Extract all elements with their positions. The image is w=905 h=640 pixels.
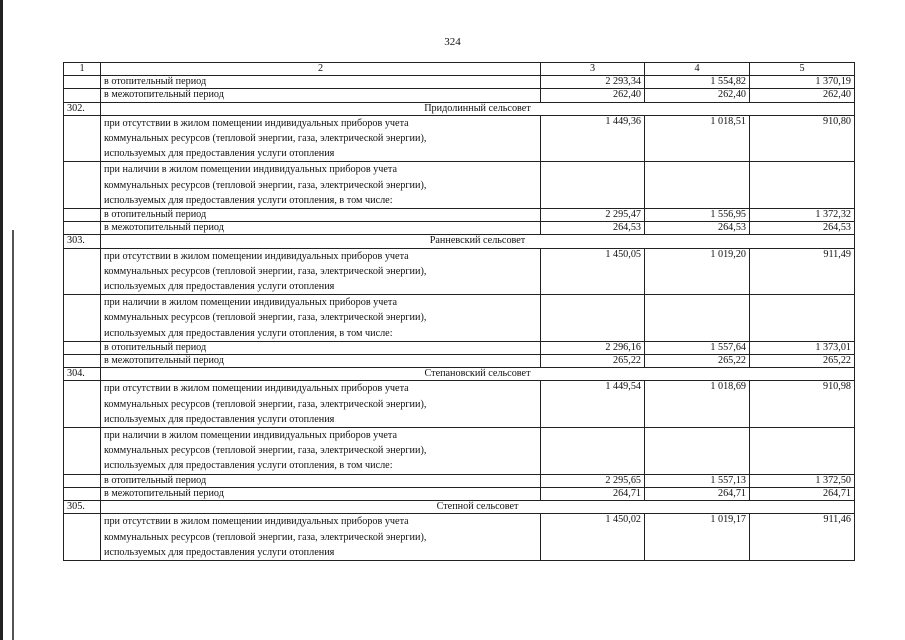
row-label: в отопительный период [101, 341, 541, 354]
row-description [101, 514, 541, 561]
value-col-4 [645, 162, 750, 209]
value-col-4: 1 018,69 [645, 381, 750, 428]
header-cell-2: 2 [101, 63, 541, 76]
scan-edge [0, 0, 3, 640]
row-label: в межотопительный период [101, 487, 541, 500]
description-row [64, 381, 855, 428]
description-line: при отсутствии в жилом помещении индивидуальных приборов учета [104, 516, 409, 528]
description-line: коммунальных ресурсов (тепловой энергии, газа, электрической энергии), [104, 445, 427, 457]
description-row [64, 514, 855, 561]
value-col-3: 1 449,36 [541, 115, 645, 162]
value-col-4 [645, 428, 750, 475]
value-col-3: 262,40 [541, 89, 645, 102]
value-col-3: 264,71 [541, 487, 645, 500]
description-line: коммунальных ресурсов (тепловой энергии, газа, электрической энергии), [104, 398, 427, 410]
section-number: 302. [64, 102, 101, 115]
value-col-5: 910,98 [750, 381, 855, 428]
description-line: при наличии в жилом помещении индивидуальных приборов учета [104, 297, 398, 309]
row-number-cell [64, 222, 101, 235]
value-col-3: 1 450,02 [541, 514, 645, 561]
description-line: при отсутствии в жилом помещении индивидуальных приборов учета [104, 117, 409, 129]
section-row [64, 235, 855, 248]
value-col-4: 1 557,64 [645, 341, 750, 354]
period-row [64, 355, 855, 368]
value-col-3: 265,22 [541, 355, 645, 368]
value-col-3 [541, 295, 645, 342]
header-cell-3: 3 [541, 63, 645, 76]
description-line: используемых для предоставления услуги отопления [104, 413, 335, 425]
row-number-cell [64, 381, 101, 428]
table-header-row [64, 63, 855, 76]
description-line: при наличии в жилом помещении индивидуальных приборов учета [104, 164, 398, 176]
value-col-4: 1 557,13 [645, 474, 750, 487]
value-col-5: 911,49 [750, 248, 855, 295]
description-line: используемых для предоставления услуги отопления, в том числе: [104, 194, 393, 206]
row-number-cell [64, 76, 101, 89]
value-col-3 [541, 428, 645, 475]
period-row [64, 341, 855, 354]
row-label: в межотопительный период [101, 89, 541, 102]
description-line: коммунальных ресурсов (тепловой энергии, газа, электрической энергии), [104, 265, 427, 277]
description-row [64, 248, 855, 295]
description-line: коммунальных ресурсов (тепловой энергии, газа, электрической энергии), [104, 179, 427, 191]
section-number: 303. [64, 235, 101, 248]
value-col-3: 1 450,05 [541, 248, 645, 295]
period-row [64, 222, 855, 235]
description-row [64, 115, 855, 162]
section-row [64, 102, 855, 115]
value-col-4: 1 019,17 [645, 514, 750, 561]
description-row [64, 295, 855, 342]
tariff-table-body [64, 63, 855, 561]
value-col-4: 264,53 [645, 222, 750, 235]
row-number-cell [64, 355, 101, 368]
row-number-cell [64, 89, 101, 102]
section-name: Степной сельсовет [101, 501, 855, 514]
section-number: 305. [64, 501, 101, 514]
value-col-3: 2 295,65 [541, 474, 645, 487]
row-number-cell [64, 162, 101, 209]
value-col-5: 262,40 [750, 89, 855, 102]
value-col-3: 2 295,47 [541, 209, 645, 222]
period-row [64, 89, 855, 102]
value-col-5: 910,80 [750, 115, 855, 162]
section-number: 304. [64, 368, 101, 381]
value-col-3: 2 296,16 [541, 341, 645, 354]
row-number-cell [64, 474, 101, 487]
value-col-5: 264,53 [750, 222, 855, 235]
row-number-cell [64, 248, 101, 295]
row-label: в межотопительный период [101, 222, 541, 235]
value-col-4: 265,22 [645, 355, 750, 368]
row-number-cell [64, 341, 101, 354]
value-col-4: 1 554,82 [645, 76, 750, 89]
period-row [64, 76, 855, 89]
description-line: при отсутствии в жилом помещении индивидуальных приборов учета [104, 250, 409, 262]
row-description [101, 248, 541, 295]
description-line: используемых для предоставления услуги отопления, в том числе: [104, 327, 393, 339]
section-name: Степановский сельсовет [101, 368, 855, 381]
value-col-5: 1 370,19 [750, 76, 855, 89]
description-line: при отсутствии в жилом помещении индивидуальных приборов учета [104, 383, 409, 395]
value-col-4: 262,40 [645, 89, 750, 102]
header-cell-4: 4 [645, 63, 750, 76]
value-col-4: 1 019,20 [645, 248, 750, 295]
section-row [64, 368, 855, 381]
header-cell-1: 1 [64, 63, 101, 76]
section-name: Придолинный сельсовет [101, 102, 855, 115]
header-cell-5: 5 [750, 63, 855, 76]
section-name: Ранневский сельсовет [101, 235, 855, 248]
scan-edge-shadow [12, 230, 14, 640]
value-col-4: 1 556,95 [645, 209, 750, 222]
row-description [101, 162, 541, 209]
value-col-4: 1 018,51 [645, 115, 750, 162]
row-number-cell [64, 428, 101, 475]
row-description [101, 295, 541, 342]
value-col-5: 265,22 [750, 355, 855, 368]
row-number-cell [64, 514, 101, 561]
row-number-cell [64, 487, 101, 500]
tariff-table [63, 62, 855, 561]
description-row [64, 428, 855, 475]
description-line: используемых для предоставления услуги отопления [104, 281, 335, 293]
row-label: в отопительный период [101, 474, 541, 487]
value-col-5 [750, 162, 855, 209]
value-col-5: 1 372,50 [750, 474, 855, 487]
row-label: в отопительный период [101, 76, 541, 89]
value-col-5: 1 373,01 [750, 341, 855, 354]
section-row [64, 501, 855, 514]
row-number-cell [64, 115, 101, 162]
value-col-4: 264,71 [645, 487, 750, 500]
period-row [64, 474, 855, 487]
row-label: в межотопительный период [101, 355, 541, 368]
value-col-5: 264,71 [750, 487, 855, 500]
row-description [101, 428, 541, 475]
row-description [101, 115, 541, 162]
value-col-4 [645, 295, 750, 342]
description-line: коммунальных ресурсов (тепловой энергии, газа, электрической энергии), [104, 133, 427, 145]
value-col-3: 1 449,54 [541, 381, 645, 428]
description-line: используемых для предоставления услуги отопления, в том числе: [104, 460, 393, 472]
value-col-3 [541, 162, 645, 209]
value-col-3: 264,53 [541, 222, 645, 235]
row-number-cell [64, 295, 101, 342]
description-row [64, 162, 855, 209]
description-line: коммунальных ресурсов (тепловой энергии, газа, электрической энергии), [104, 531, 427, 543]
value-col-5 [750, 428, 855, 475]
period-row [64, 487, 855, 500]
value-col-5: 1 372,32 [750, 209, 855, 222]
page-number: 324 [444, 36, 461, 48]
description-line: используемых для предоставления услуги отопления [104, 546, 335, 558]
value-col-5: 911,46 [750, 514, 855, 561]
value-col-5 [750, 295, 855, 342]
description-line: при наличии в жилом помещении индивидуальных приборов учета [104, 430, 398, 442]
row-description [101, 381, 541, 428]
period-row [64, 209, 855, 222]
description-line: коммунальных ресурсов (тепловой энергии, газа, электрической энергии), [104, 312, 427, 324]
row-number-cell [64, 209, 101, 222]
description-line: используемых для предоставления услуги отопления [104, 148, 335, 160]
value-col-3: 2 293,34 [541, 76, 645, 89]
row-label: в отопительный период [101, 209, 541, 222]
